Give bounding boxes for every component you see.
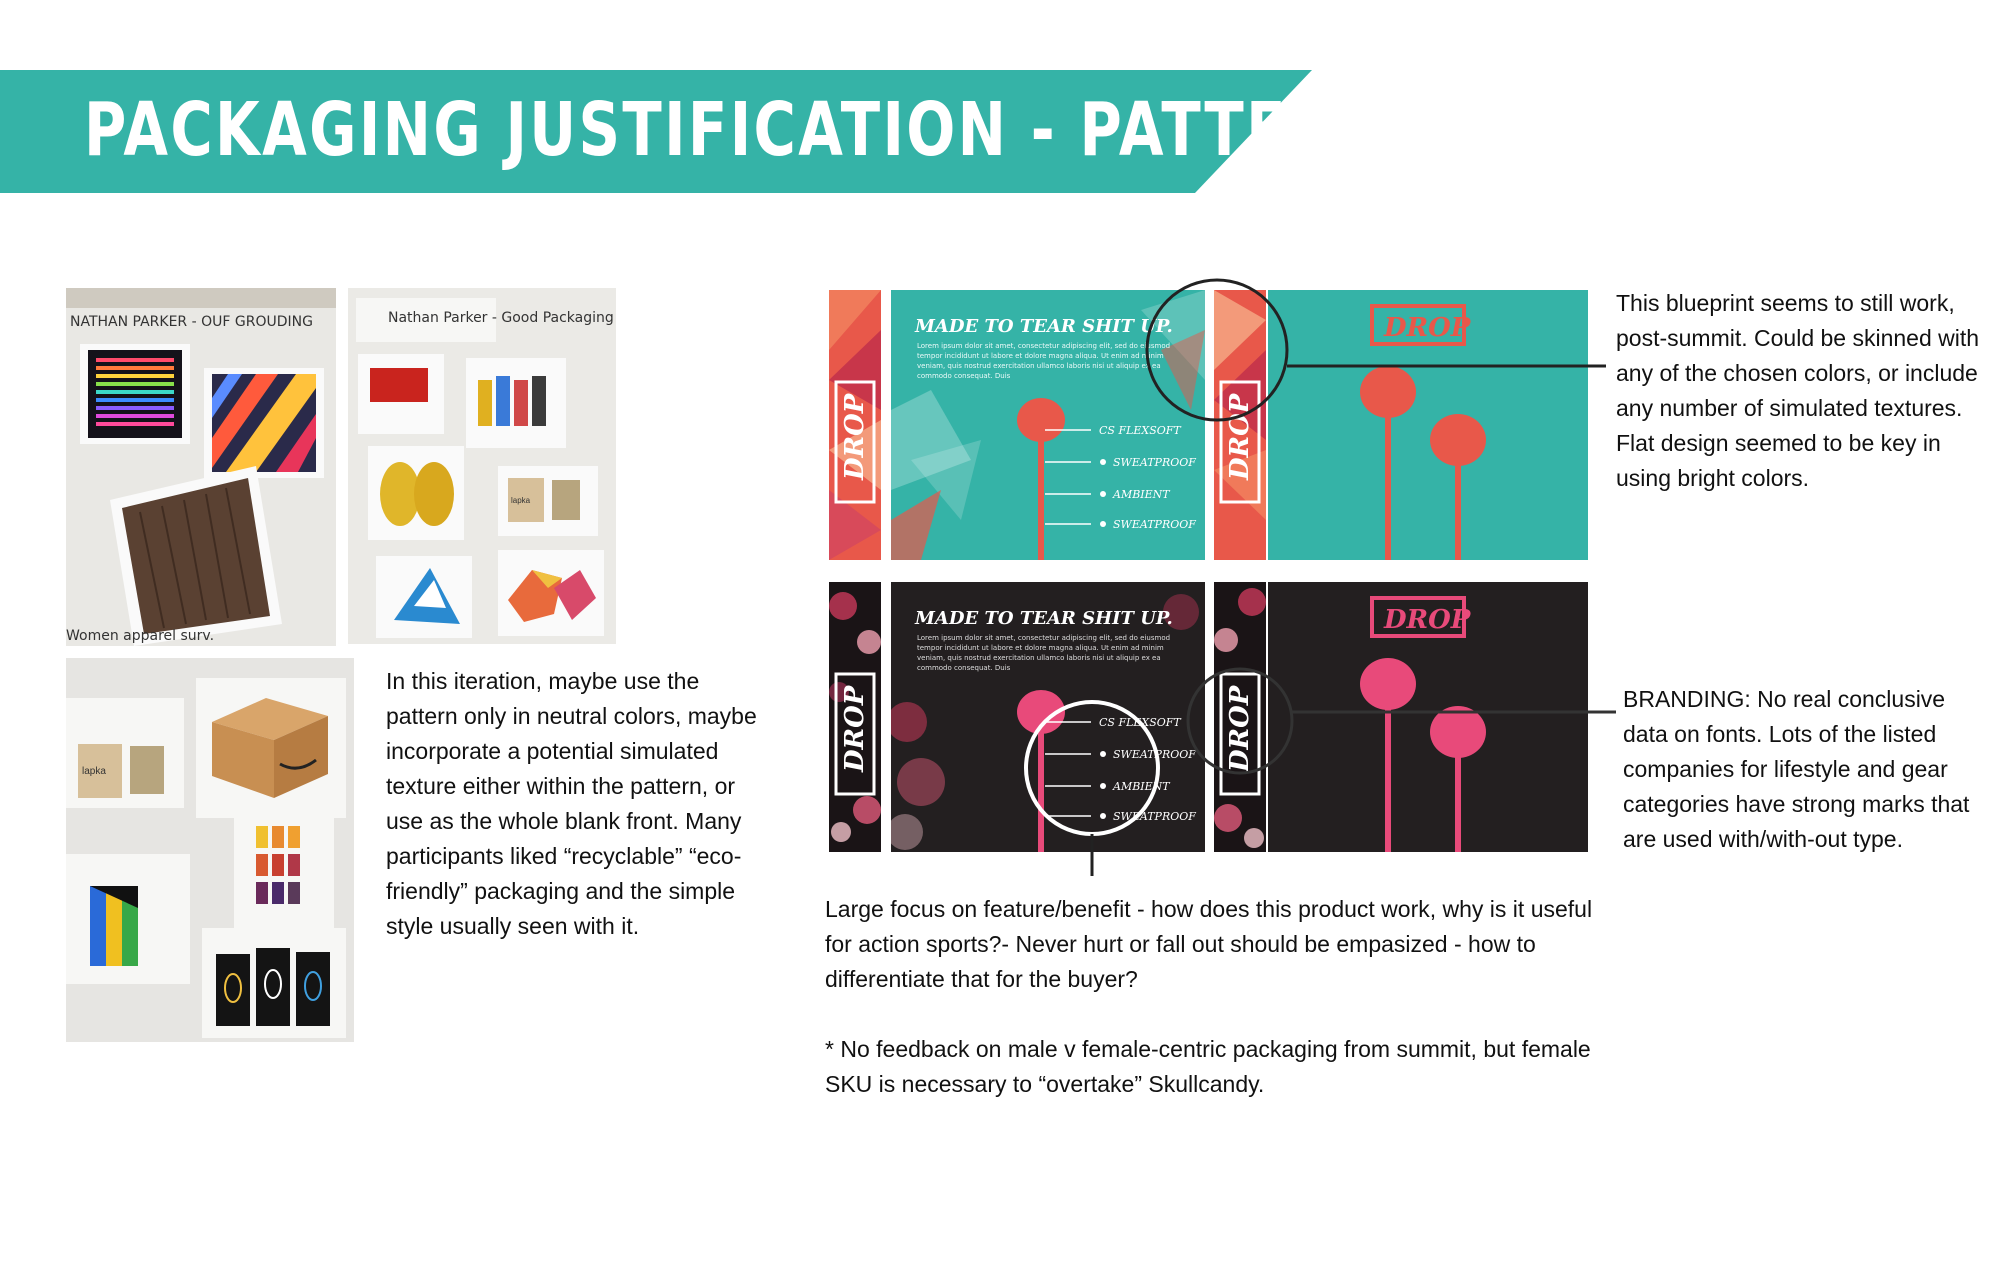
feature-label: CS FLEXSOFT [1099, 716, 1181, 729]
handwritten-note: NATHAN PARKER - OUF GROUDING [70, 314, 313, 330]
lorem-line: Lorem ipsum dolor sit amet, consectetur adipiscing elit, sed do eiusmod [917, 634, 1171, 642]
callout-circle [1026, 702, 1158, 834]
callout-circle [1188, 669, 1292, 773]
mockup-headline: MADE TO TEAR SHIT UP. [915, 608, 1173, 629]
brand-logo: DROP [1225, 393, 1255, 480]
feature-benefit-note: Large focus on feature/benefit - how does this product work, why is it useful for action sports?- Never hurt or fall out should be empasized - how to differentiate that for the buyer? [825, 896, 1593, 992]
feature-label: SWEATPROOF [1113, 518, 1196, 531]
lorem-line: commodo consequat. Duis [917, 372, 1011, 380]
box-label: lapka [511, 496, 531, 505]
brand-logo: DROP [840, 393, 870, 480]
lorem-line: veniam, quis nostrud exercitation ullamco laboris nisi ut aliquip ex ea [917, 654, 1161, 662]
lorem-line: tempor incididunt ut labore et dolore magna aliqua. Ut enim ad minim [917, 352, 1164, 360]
feedback-note: * No feedback on male v female-centric packaging from summit, but female SKU is necessary to “overtake” Skullcandy. [825, 1036, 1591, 1097]
brand-logo: DROP [840, 685, 870, 772]
feature-label: SWEATPROOF [1113, 456, 1196, 469]
mockup-headline: MADE TO TEAR SHIT UP. [915, 316, 1173, 337]
lorem-line: Lorem ipsum dolor sit amet, consectetur adipiscing elit, sed do eiusmod [917, 342, 1171, 350]
brand-logo: DROP [1384, 313, 1471, 343]
lorem-line: commodo consequat. Duis [917, 664, 1011, 672]
feature-label: SWEATPROOF [1113, 748, 1196, 761]
handwritten-note: Women apparel surv. [66, 628, 215, 644]
feature-label: AMBIENT [1113, 488, 1170, 501]
brand-logo: DROP [1225, 685, 1255, 772]
page-title: PACKAGING JUSTIFICATION - PATTERN [84, 87, 1386, 173]
feature-label: SWEATPROOF [1113, 810, 1196, 823]
box-label: lapka [82, 766, 106, 777]
iteration-note: In this iteration, maybe use the pattern only in neutral colors, maybe incorporate a potential simulated texture either within the pattern, or use as the whole blank front. Many participants liked “recyclable” “eco-friendly” packaging and the simple style usually seen with it. [386, 668, 757, 939]
callout-circle [1147, 280, 1287, 420]
handwritten-note: Nathan Parker - Good Packaging [388, 310, 614, 326]
lorem-line: veniam, quis nostrud exercitation ullamco laboris nisi ut aliquip ex ea [917, 362, 1161, 370]
brand-logo: DROP [1384, 605, 1471, 635]
branding-note: BRANDING: No real conclusive data on fonts. Lots of the listed companies for lifestyle and gear categories have strong marks that are used with/with-out type. [1623, 686, 1970, 852]
feature-label: AMBIENT [1113, 780, 1170, 793]
blueprint-note: This blueprint seems to still work, post-summit. Could be skinned with any of the chosen colors, or include any number of simulated textures. Flat design seemed to be key in using bright colors. [1616, 290, 1980, 491]
feature-label: CS FLEXSOFT [1099, 424, 1181, 437]
lorem-line: tempor incididunt ut labore et dolore magna aliqua. Ut enim ad minim [917, 644, 1164, 652]
